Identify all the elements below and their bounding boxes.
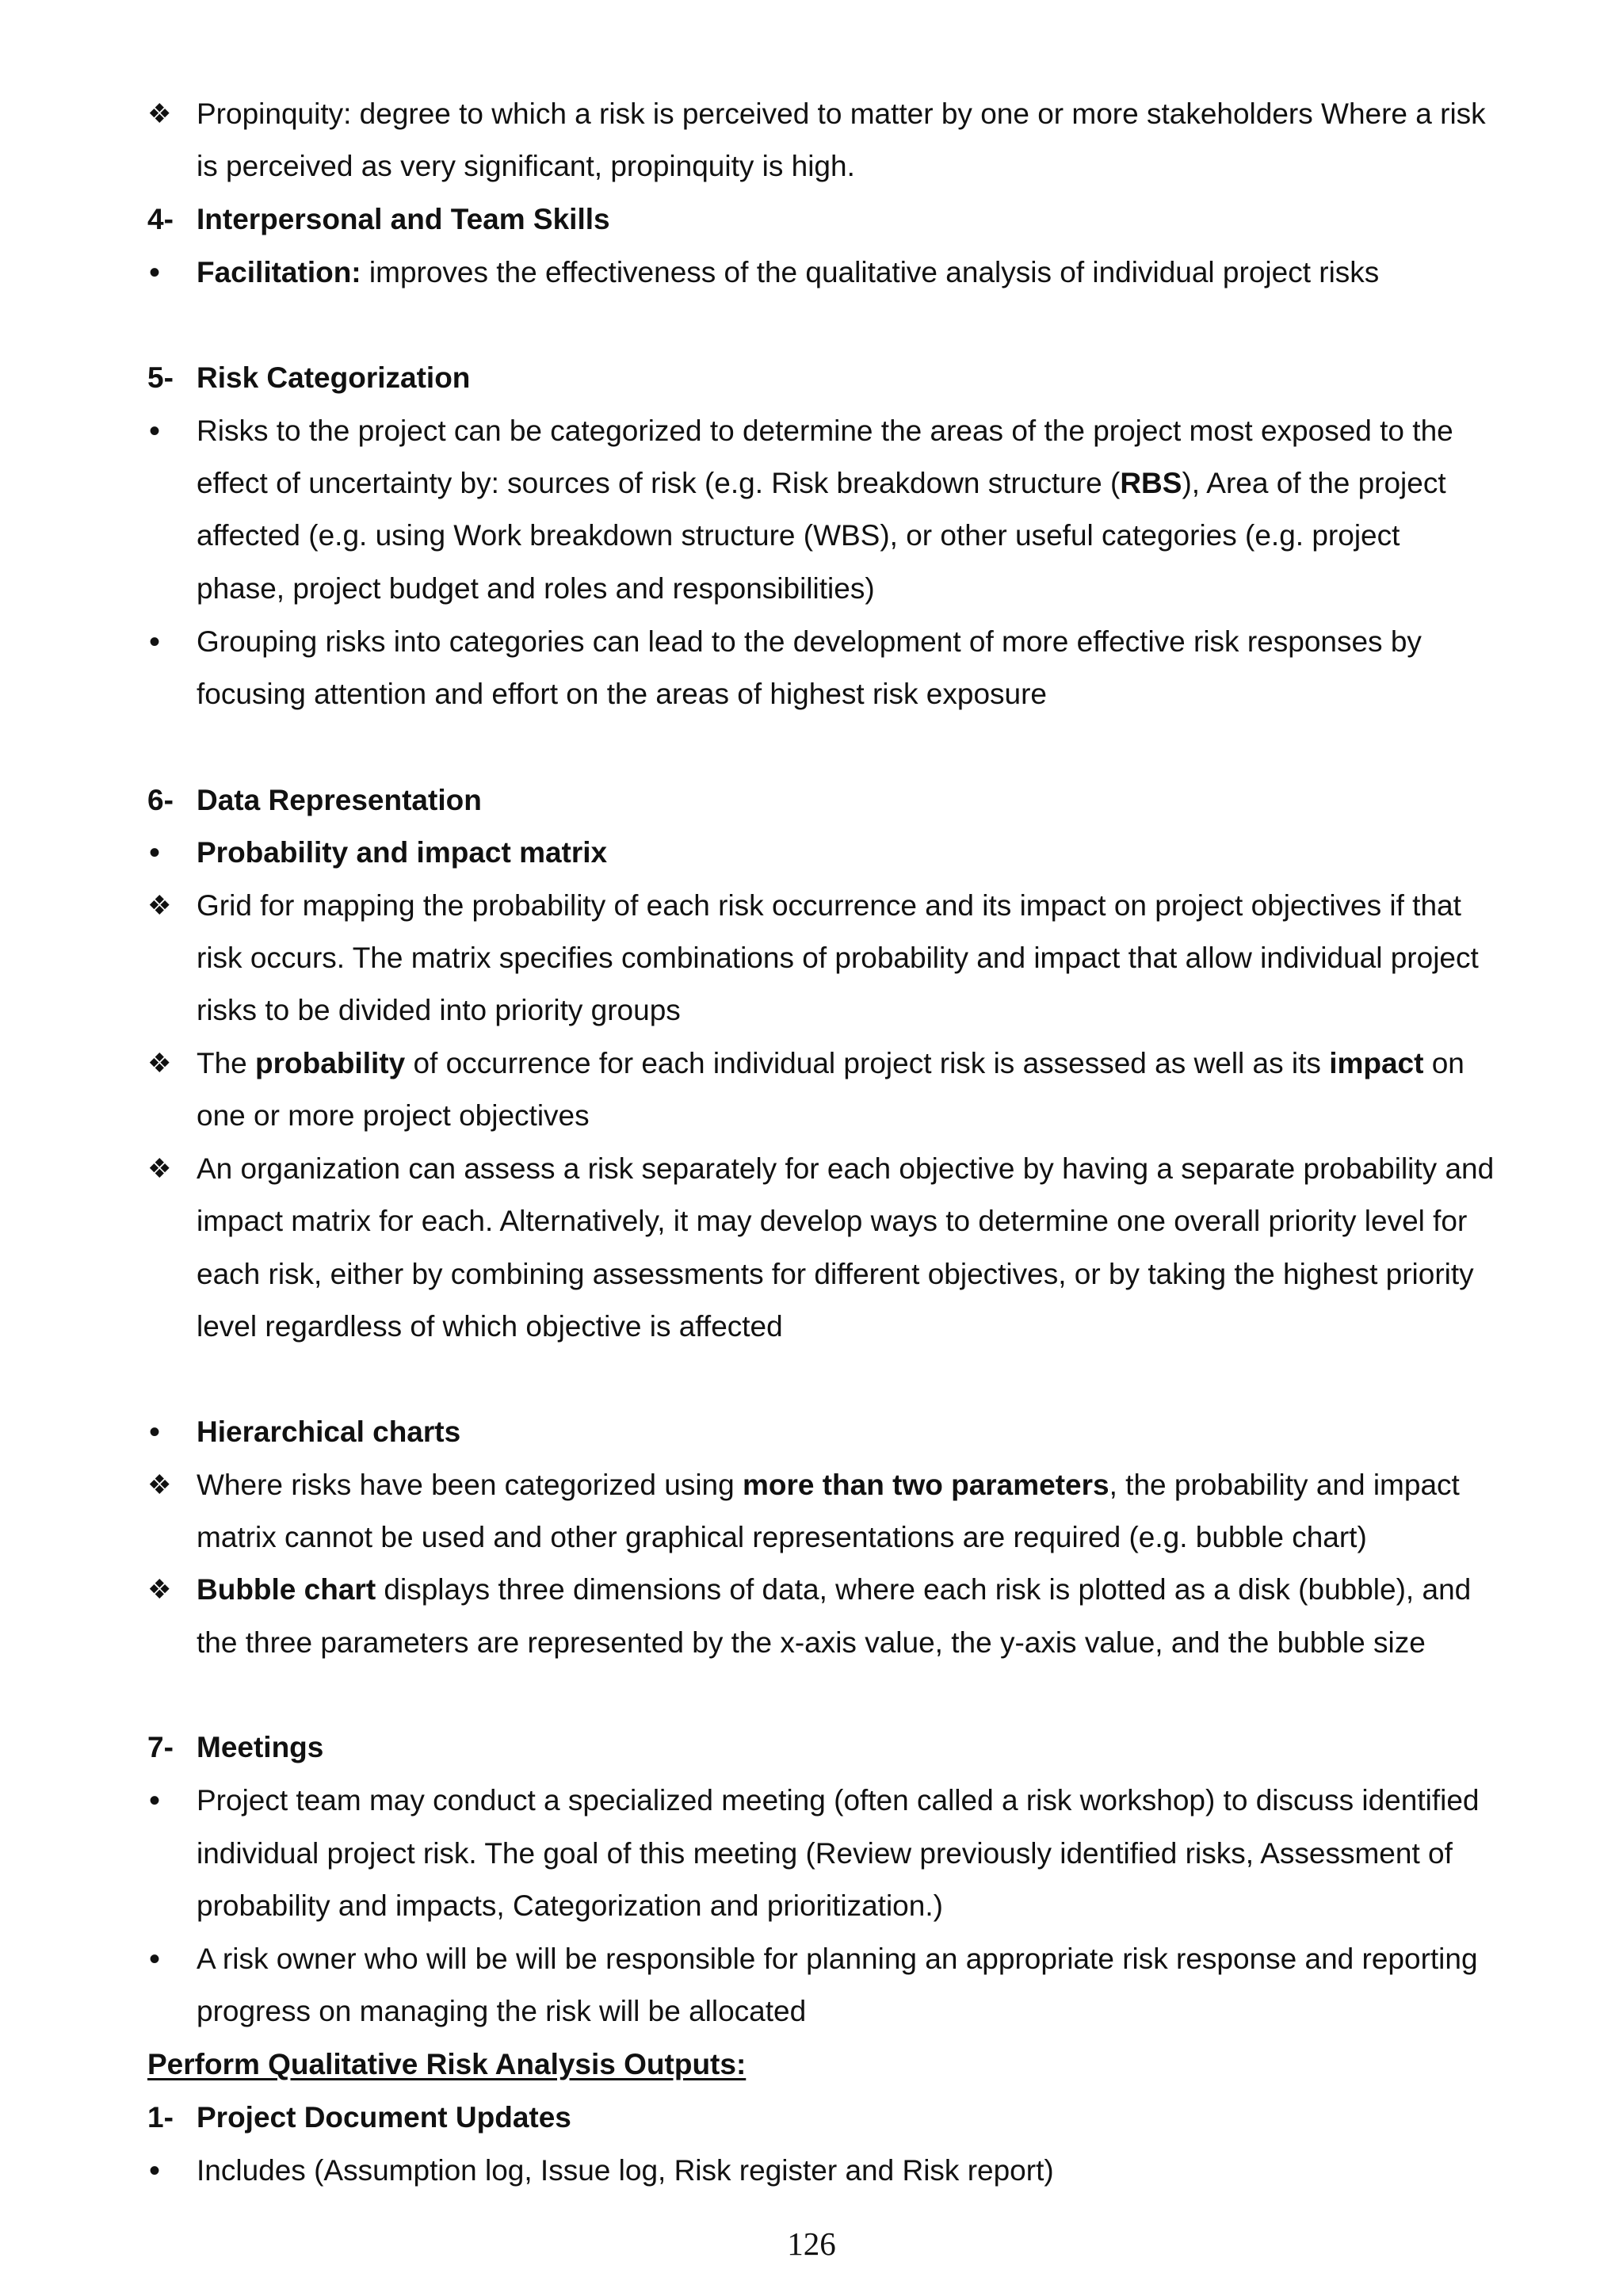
bullet-icon: • (149, 414, 161, 449)
outputs-title: Perform Qualitative Risk Analysis Outputs: (147, 2048, 747, 2080)
includes-line: Includes (Assumption log, Issue log, Risk register and Risk report) (197, 2154, 1054, 2187)
risk-categorization-line-3: affected (e.g. using Work breakdown structure (WBS), or other useful categories (e.g. project (197, 519, 1400, 552)
where-risks-line-2: matrix cannot be used and other graphical representations are required (e.g. bubble chart) (197, 1521, 1367, 1553)
rbs-before: effect of uncertainty by: sources of risk (e.g. Risk breakdown structure ( (197, 467, 1121, 499)
section-6-number: 6- (147, 784, 174, 816)
bullet-icon: • (149, 255, 161, 290)
organization-line-2: impact matrix for each. Alternatively, it may develop ways to determine one overall priority level for (197, 1205, 1468, 1237)
meetings-line-3: probability and impacts, Categorization and prioritization.) (197, 1889, 943, 1922)
section-4-title: Interpersonal and Team Skills (197, 203, 610, 235)
bubble-chart-after: displays three dimensions of data, where each risk is plotted as a disk (bubble), and (376, 1573, 1472, 1606)
meetings-line-1: Project team may conduct a specialized meeting (often called a risk workshop) to discuss identified (197, 1784, 1480, 1817)
bubble-chart-line-2: the three parameters are represented by the x-axis value, the y-axis value, and the bubble size (197, 1626, 1426, 1659)
organization-line-1: An organization can assess a risk separately for each objective by having a separate probability and (197, 1152, 1495, 1185)
organization-line-4: level regardless of which objective is affected (197, 1310, 783, 1343)
bullet-icon: • (149, 2153, 161, 2188)
probability-middle: of occurrence for each individual project risk is assessed as well as its (405, 1047, 1330, 1079)
risk-owner-line-1: A risk owner who will be will be responsible for planning an appropriate risk response and reporting (197, 1943, 1478, 1975)
rbs-term: RBS (1120, 467, 1182, 499)
grid-line-3: risks to be divided into priority groups (197, 994, 681, 1026)
where-after: , the probability and impact (1109, 1469, 1460, 1501)
section-4-number: 4- (147, 203, 174, 235)
rbs-after: ), Area of the project (1182, 467, 1446, 499)
bullet-icon: • (149, 1783, 161, 1818)
probability-impact-matrix-title: Probability and impact matrix (197, 836, 608, 869)
probability-line-1 (197, 1046, 1575, 1081)
section-6-title: Data Representation (197, 784, 482, 816)
page-number: 126 (787, 2225, 836, 2262)
section-5-number: 5- (147, 361, 174, 394)
where-risks-line-1 (197, 1468, 1575, 1503)
organization-line-3: each risk, either by combining assessments for different objectives, or by taking the highest priority (197, 1258, 1474, 1290)
probability-end: on (1423, 1047, 1465, 1079)
grid-line-1: Grid for mapping the probability of each risk occurrence and its impact on project objectives if that (197, 889, 1461, 922)
risk-categorization-line-1: Risks to the project can be categorized to determine the areas of the project most exposed to the (197, 415, 1453, 447)
more-than-two-parameters: more than two parameters (742, 1469, 1109, 1501)
propinquity-line-1: Propinquity: degree to which a risk is perceived to matter by one or more stakeholders Where a risk (197, 97, 1486, 130)
diamond-bullet-icon: ❖ (147, 99, 172, 129)
risk-owner-line-2: progress on managing the risk will be allocated (197, 1995, 807, 2027)
bubble-chart-term: Bubble chart (197, 1573, 376, 1606)
diamond-bullet-icon: ❖ (147, 1575, 172, 1605)
diamond-bullet-icon: ❖ (147, 891, 172, 921)
diamond-bullet-icon: ❖ (147, 1049, 172, 1079)
bullet-icon: • (149, 625, 161, 659)
outputs-item-number: 1- (147, 2101, 174, 2134)
facilitation-item (197, 255, 1575, 290)
grouping-risks-line-2: focusing attention and effort on the areas of highest risk exposure (197, 678, 1047, 710)
bubble-chart-line-1 (197, 1572, 1575, 1607)
impact-term: impact (1329, 1047, 1424, 1079)
bullet-icon: • (149, 1942, 161, 1977)
diamond-bullet-icon: ❖ (147, 1154, 172, 1184)
probability-line-2: one or more project objectives (197, 1099, 590, 1132)
hierarchical-charts-title: Hierarchical charts (197, 1415, 461, 1448)
bullet-icon: • (149, 835, 161, 870)
probability-term: probability (255, 1047, 406, 1079)
facilitation-term: Facilitation: (197, 256, 361, 288)
propinquity-line-2: is perceived as very significant, propinquity is high. (197, 150, 855, 182)
section-7-title: Meetings (197, 1731, 324, 1763)
section-7-number: 7- (147, 1731, 174, 1763)
section-5-title: Risk Categorization (197, 361, 471, 394)
grouping-risks-line-1: Grouping risks into categories can lead to the development of more effective risk responses by (197, 625, 1422, 658)
where-before: Where risks have been categorized using (197, 1469, 743, 1501)
project-document-updates-title: Project Document Updates (197, 2101, 571, 2134)
risk-categorization-line-4: phase, project budget and roles and responsibilities) (197, 572, 875, 605)
bullet-icon: • (149, 1415, 161, 1450)
facilitation-text: improves the effectiveness of the qualitative analysis of individual project risks (361, 256, 1380, 288)
probability-prefix: The (197, 1047, 256, 1079)
diamond-bullet-icon: ❖ (147, 1470, 172, 1500)
risk-categorization-line-2 (197, 466, 1575, 501)
meetings-line-2: individual project risk. The goal of this meeting (Review previously identified risks, Assessment of (197, 1837, 1453, 1870)
grid-line-2: risk occurs. The matrix specifies combinations of probability and impact that allow individual project (197, 942, 1479, 974)
